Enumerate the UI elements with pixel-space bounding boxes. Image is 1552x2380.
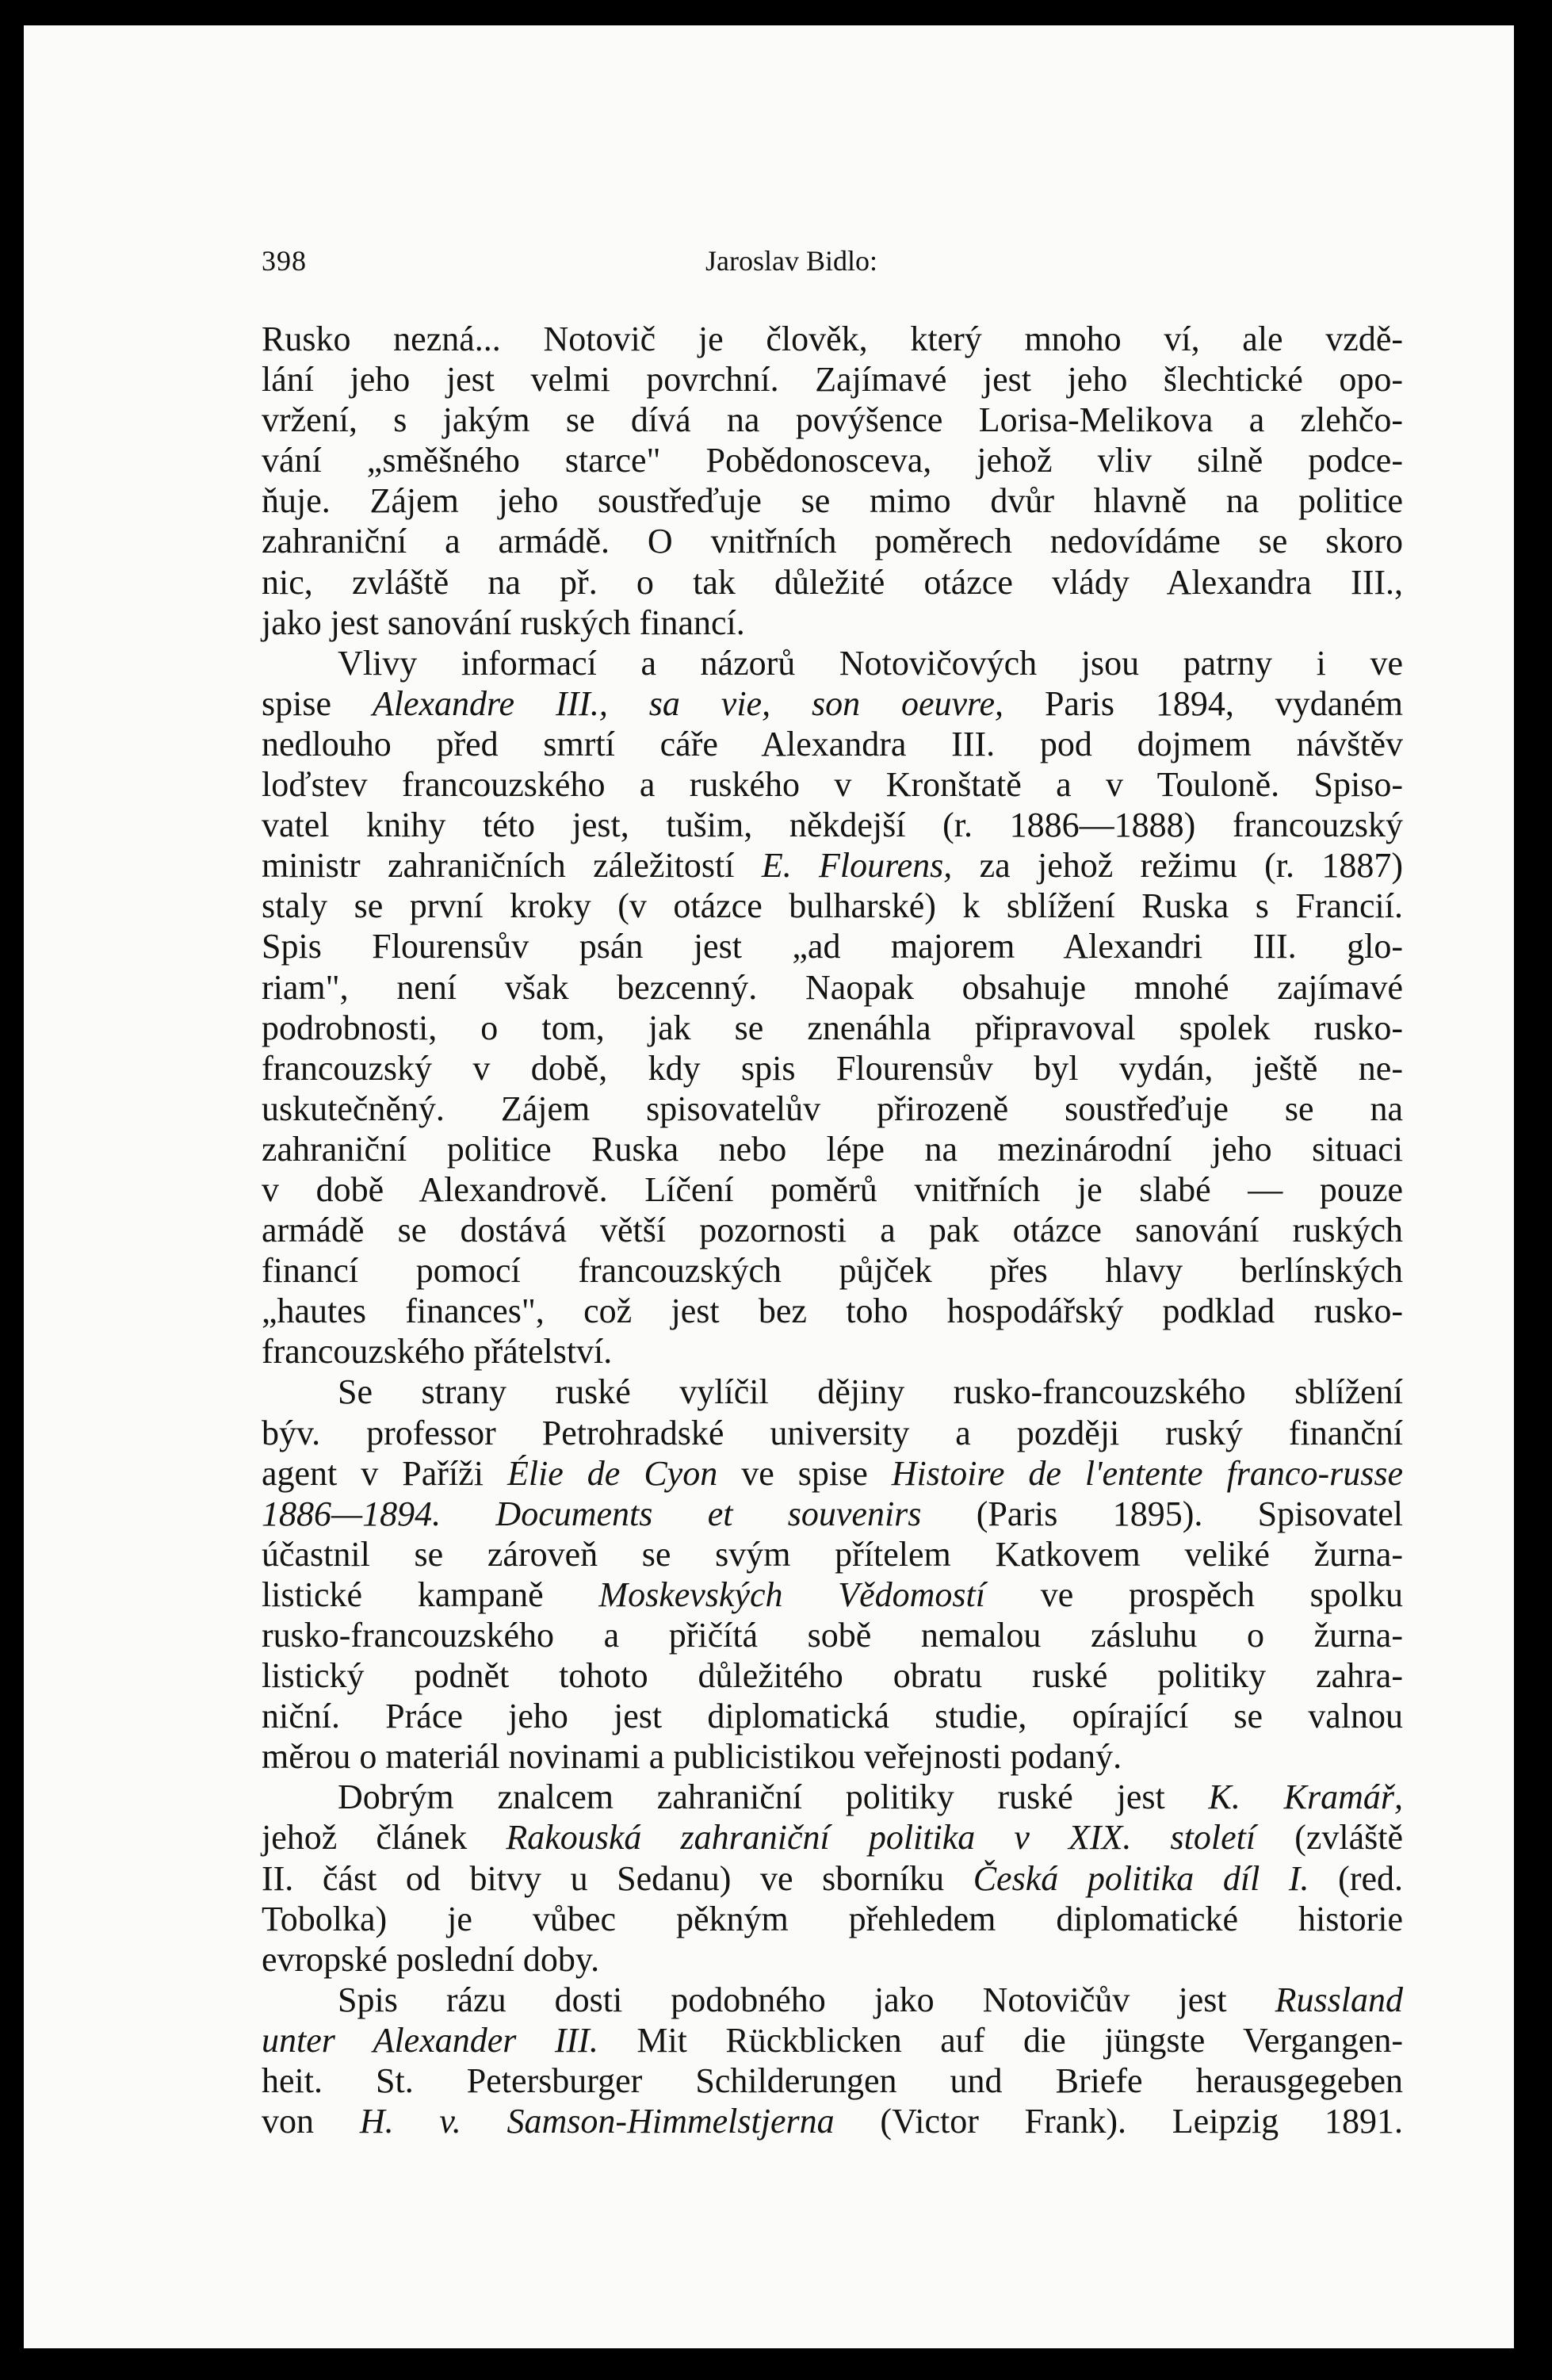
text-line bbox=[262, 2020, 1403, 2060]
text-line: heit. St. Petersburger Schilderungen und Briefe herausgegeben bbox=[262, 2061, 1403, 2101]
body-text bbox=[262, 319, 1403, 2141]
book-title: Russland bbox=[1275, 1980, 1403, 2019]
text-line bbox=[262, 1575, 1403, 1615]
text-line: jako jest sanování ruských financí. bbox=[262, 603, 745, 642]
text-span: ve spise bbox=[717, 1453, 892, 1493]
text-line: listický podnět tohoto důležitého obratu ruské politiky zahra- bbox=[262, 1656, 1403, 1696]
text-line: „hautes finances", což jest bez toho hospodářský podklad rusko- bbox=[262, 1291, 1403, 1331]
text-line: Spis Flourensův psán jest „ad majorem Alexandri III. glo- bbox=[262, 927, 1403, 966]
text-line: loďstev francouzského a ruského v Kronštatě a v Touloně. Spiso- bbox=[262, 765, 1403, 805]
author-name: H. v. Samson-Himmelstjerna bbox=[359, 2102, 835, 2141]
text-line: uskutečněný. Zájem spisovatelův přirozeně soustřeďuje se na bbox=[262, 1089, 1403, 1128]
paragraph-4 bbox=[262, 1777, 1403, 1979]
text-line: býv. professor Petrohradské university a později ruský finanční bbox=[262, 1413, 1403, 1452]
text-span: za jehož režimu (r. 1887) bbox=[952, 846, 1404, 886]
text-line: francouzský v době, kdy spis Flourensův byl vydán, ještě ne- bbox=[262, 1048, 1403, 1088]
text-span: (Paris 1895). Spisovatel bbox=[921, 1494, 1403, 1533]
paragraph-2 bbox=[262, 643, 1403, 1372]
text-span: Spis rázu dosti podobného jako Notovičův jest bbox=[338, 1980, 1275, 2019]
page-number: 398 bbox=[262, 245, 307, 277]
text-line bbox=[262, 2101, 1403, 2141]
text-line: Se strany ruské vylíčil dějiny rusko-francouzského sblížení bbox=[338, 1372, 1403, 1412]
text-line: Rusko nezná... Notovič je člověk, který mnoho ví, ale vzdě- bbox=[262, 320, 1403, 358]
text-span: (zvláště bbox=[1256, 1818, 1403, 1858]
book-title: unter Alexander III. bbox=[262, 2020, 598, 2060]
newspaper-title: Moskevských Vědomostí bbox=[598, 1575, 986, 1614]
text-span: spise bbox=[262, 683, 373, 723]
text-line: francouzského přátelství. bbox=[262, 1332, 613, 1372]
text-line: v době Alexandrově. Líčení poměrů vnitřních je slabé — pouze bbox=[262, 1169, 1403, 1209]
text-line: ňuje. Zájem jeho soustřeďuje se mimo dvůr hlavně na politice bbox=[262, 481, 1403, 521]
text-line: účastnil se zároveň se svým přítelem Katkovem veliké žurna- bbox=[262, 1534, 1403, 1574]
article-title: Rakouská zahraniční politika v XIX. století bbox=[506, 1818, 1256, 1858]
text-line bbox=[262, 1777, 1403, 1817]
paragraph-5 bbox=[262, 1980, 1403, 2141]
text-span: jehož článek bbox=[262, 1818, 507, 1858]
text-line: zahraniční politice Ruska nebo lépe na mezinárodní jeho situaci bbox=[262, 1129, 1403, 1169]
text-span: ministr zahraničních záležitostí bbox=[262, 846, 762, 886]
text-line: nedlouho před smrtí cáře Alexandra III. pod dojmem návštěv bbox=[262, 724, 1403, 763]
text-line: měrou o materiál novinami a publicistikou veřejnosti podaný. bbox=[262, 1737, 1122, 1777]
page-header bbox=[262, 244, 1403, 292]
text-line: nic, zvláště na př. o tak důležité otázce vlády Alexandra III., bbox=[262, 562, 1403, 602]
text-line: riam", není však bezcenný. Naopak obsahuje mnohé zajímavé bbox=[262, 967, 1403, 1007]
text-line: vržení, s jakým se dívá na povýšence Lorisa-Melikova a zlehčo- bbox=[262, 400, 1403, 440]
text-line: armádě se dostává větší pozornosti a pak otázce sanování ruských bbox=[262, 1211, 1403, 1250]
text-span: Dobrým znalcem zahraniční politiky ruské jest bbox=[338, 1777, 1209, 1817]
text-span: Paris 1894, vydaném bbox=[1003, 683, 1403, 723]
text-line: Tobolka) je vůbec pěkným přehledem diplomatické historie bbox=[262, 1899, 1403, 1938]
text-span: Mit Rückblicken auf die jüngste Vergangen- bbox=[598, 2020, 1403, 2060]
paragraph-1 bbox=[262, 319, 1403, 643]
text-line: zahraniční a armádě. O vnitřních poměrech nedovídáme se skoro bbox=[262, 522, 1403, 561]
book-page bbox=[24, 25, 1514, 2348]
text-line bbox=[262, 1858, 1403, 1899]
text-line: podrobnosti, o tom, jak se znenáhla připravoval spolek rusko- bbox=[262, 1008, 1403, 1047]
text-line bbox=[262, 1453, 1403, 1494]
text-span: II. část od bitvy u Sedanu) ve sborníku bbox=[262, 1858, 973, 1898]
text-line: Vlivy informací a názorů Notovičových jsou patrny i ve bbox=[338, 643, 1403, 683]
paragraph-3 bbox=[262, 1372, 1403, 1777]
book-title: 1886—1894. Documents et souvenirs bbox=[262, 1494, 922, 1533]
book-title: Česká politika díl I. bbox=[973, 1858, 1309, 1898]
text-span: (Victor Frank). Leipzig 1891. bbox=[834, 2102, 1404, 2141]
text-line: vatel knihy této jest, tušim, někdejší (r. 1886—1888) francouzský bbox=[262, 805, 1403, 845]
book-title: Histoire de l'entente franco-russe bbox=[891, 1453, 1403, 1493]
text-span: agent v Paříži bbox=[262, 1453, 507, 1493]
text-line bbox=[262, 683, 1403, 724]
text-line bbox=[262, 1494, 1403, 1534]
author-name: Élie de Cyon bbox=[507, 1453, 718, 1493]
text-span: listické kampaně bbox=[262, 1575, 599, 1614]
author-name: E. Flourens, bbox=[761, 846, 953, 886]
text-line: niční. Práce jeho jest diplomatická studie, opírající se valnou bbox=[262, 1697, 1403, 1736]
text-line: evropské poslední doby. bbox=[262, 1939, 600, 1979]
text-span: von bbox=[262, 2102, 360, 2141]
text-line bbox=[262, 845, 1403, 886]
text-span: ve prospěch spolku bbox=[985, 1575, 1403, 1614]
text-line: staly se první kroky (v otázce bulharské) k sblížení Ruska s Francií. bbox=[262, 886, 1403, 926]
text-span: (red. bbox=[1309, 1858, 1403, 1898]
text-line: financí pomocí francouzských půjček přes hlavy berlínských bbox=[262, 1251, 1403, 1291]
text-line bbox=[262, 1980, 1403, 2020]
text-line: rusko-francouzského a přičítá sobě nemalou zásluhu o žurna- bbox=[262, 1616, 1403, 1655]
running-title: Jaroslav Bidlo: bbox=[705, 245, 877, 277]
text-line: vání „směšného starce" Pobědonosceva, jehož vliv silně podce- bbox=[262, 441, 1403, 480]
text-line: lání jeho jest velmi povrchní. Zajímavé jest jeho šlechtické opo- bbox=[262, 360, 1403, 400]
text-line bbox=[262, 1817, 1403, 1858]
book-title: Alexandre III., sa vie, son oeuvre, bbox=[372, 683, 1004, 723]
author-name: K. Kramář, bbox=[1208, 1777, 1403, 1817]
